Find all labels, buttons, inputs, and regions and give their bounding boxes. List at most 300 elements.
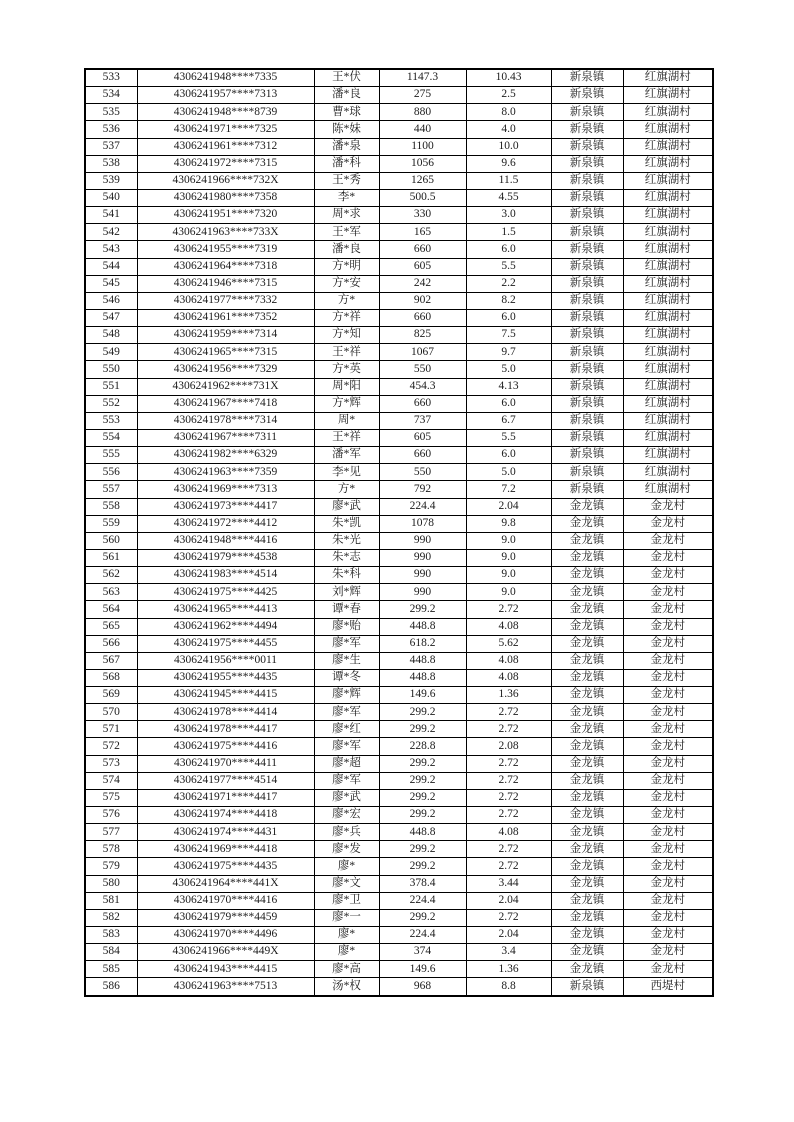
col-amount-cell: 448.8 — [379, 618, 466, 635]
col-area-cell: 9.0 — [466, 584, 551, 601]
col-name-cell: 李* — [314, 189, 379, 206]
col-town-cell: 金龙镇 — [551, 738, 623, 755]
col-amount-cell: 448.8 — [379, 652, 466, 669]
table-row — [85, 481, 713, 498]
col-area-cell: 2.08 — [466, 738, 551, 755]
table-row — [85, 961, 713, 978]
col-village-cell: 金龙村 — [623, 567, 713, 584]
table-row — [85, 207, 713, 224]
col-town-cell: 新泉镇 — [551, 258, 623, 275]
col-area-cell: 2.04 — [466, 892, 551, 909]
col-index-cell: 568 — [85, 669, 137, 686]
col-town-cell: 金龙镇 — [551, 961, 623, 978]
col-id-number-cell: 4306241974****4418 — [137, 807, 314, 824]
col-name-cell: 廖* — [314, 927, 379, 944]
col-name-cell: 朱*光 — [314, 532, 379, 549]
col-area-cell: 6.0 — [466, 309, 551, 326]
col-id-number-cell: 4306241970****4496 — [137, 927, 314, 944]
col-index-cell: 569 — [85, 687, 137, 704]
col-town-cell: 新泉镇 — [551, 241, 623, 258]
col-name-cell: 周* — [314, 412, 379, 429]
col-name-cell: 陈*妹 — [314, 121, 379, 138]
col-name-cell: 谭*冬 — [314, 669, 379, 686]
col-town-cell: 新泉镇 — [551, 224, 623, 241]
col-town-cell: 金龙镇 — [551, 875, 623, 892]
col-amount-cell: 299.2 — [379, 807, 466, 824]
col-id-number-cell: 4306241963****7513 — [137, 978, 314, 996]
col-village-cell: 金龙村 — [623, 944, 713, 961]
col-area-cell: 2.04 — [466, 498, 551, 515]
col-village-cell: 金龙村 — [623, 789, 713, 806]
col-id-number-cell: 4306241946****7315 — [137, 275, 314, 292]
col-amount-cell: 1078 — [379, 515, 466, 532]
col-area-cell: 4.08 — [466, 669, 551, 686]
col-town-cell: 新泉镇 — [551, 395, 623, 412]
table-row — [85, 104, 713, 121]
col-id-number-cell: 4306241943****4415 — [137, 961, 314, 978]
col-name-cell: 方*知 — [314, 327, 379, 344]
table-row — [85, 652, 713, 669]
col-amount-cell: 378.4 — [379, 875, 466, 892]
col-village-cell: 红旗湖村 — [623, 361, 713, 378]
col-index-cell: 572 — [85, 738, 137, 755]
col-village-cell: 金龙村 — [623, 532, 713, 549]
col-town-cell: 金龙镇 — [551, 532, 623, 549]
col-id-number-cell: 4306241983****4514 — [137, 567, 314, 584]
table-row — [85, 807, 713, 824]
col-amount-cell: 242 — [379, 275, 466, 292]
col-name-cell: 方*英 — [314, 361, 379, 378]
col-village-cell: 红旗湖村 — [623, 207, 713, 224]
col-index-cell: 539 — [85, 172, 137, 189]
col-name-cell: 方* — [314, 481, 379, 498]
col-name-cell: 廖*发 — [314, 841, 379, 858]
col-id-number-cell: 4306241951****7320 — [137, 207, 314, 224]
col-index-cell: 540 — [85, 189, 137, 206]
col-area-cell: 8.2 — [466, 292, 551, 309]
col-area-cell: 2.72 — [466, 704, 551, 721]
col-village-cell: 金龙村 — [623, 961, 713, 978]
col-amount-cell: 1067 — [379, 344, 466, 361]
col-amount-cell: 792 — [379, 481, 466, 498]
col-id-number-cell: 4306241977****4514 — [137, 772, 314, 789]
col-amount-cell: 299.2 — [379, 841, 466, 858]
col-area-cell: 4.0 — [466, 121, 551, 138]
col-index-cell: 583 — [85, 927, 137, 944]
col-name-cell: 廖*军 — [314, 635, 379, 652]
col-id-number-cell: 4306241972****7315 — [137, 155, 314, 172]
col-id-number-cell: 4306241965****4413 — [137, 601, 314, 618]
col-village-cell: 西堤村 — [623, 978, 713, 996]
table-row — [85, 909, 713, 926]
col-town-cell: 新泉镇 — [551, 155, 623, 172]
col-name-cell: 廖*贻 — [314, 618, 379, 635]
col-id-number-cell: 4306241963****7359 — [137, 464, 314, 481]
col-name-cell: 王*秀 — [314, 172, 379, 189]
col-amount-cell: 224.4 — [379, 927, 466, 944]
col-id-number-cell: 4306241979****4538 — [137, 549, 314, 566]
col-name-cell: 周*阳 — [314, 378, 379, 395]
col-name-cell: 廖*超 — [314, 755, 379, 772]
col-town-cell: 新泉镇 — [551, 87, 623, 104]
col-index-cell: 585 — [85, 961, 137, 978]
col-amount-cell: 299.2 — [379, 789, 466, 806]
col-index-cell: 541 — [85, 207, 137, 224]
col-area-cell: 3.4 — [466, 944, 551, 961]
col-id-number-cell: 4306241965****7315 — [137, 344, 314, 361]
col-index-cell: 584 — [85, 944, 137, 961]
col-id-number-cell: 4306241945****4415 — [137, 687, 314, 704]
table-row — [85, 875, 713, 892]
col-index-cell: 556 — [85, 464, 137, 481]
col-id-number-cell: 4306241948****7335 — [137, 69, 314, 87]
col-area-cell: 10.0 — [466, 138, 551, 155]
col-id-number-cell: 4306241966****732X — [137, 172, 314, 189]
col-village-cell: 红旗湖村 — [623, 87, 713, 104]
col-index-cell: 550 — [85, 361, 137, 378]
col-town-cell: 新泉镇 — [551, 275, 623, 292]
col-index-cell: 538 — [85, 155, 137, 172]
col-index-cell: 573 — [85, 755, 137, 772]
col-name-cell: 潘*良 — [314, 241, 379, 258]
table-row — [85, 69, 713, 87]
col-area-cell: 6.0 — [466, 241, 551, 258]
col-name-cell: 廖*宏 — [314, 807, 379, 824]
col-name-cell: 廖*一 — [314, 909, 379, 926]
col-index-cell: 534 — [85, 87, 137, 104]
col-town-cell: 金龙镇 — [551, 601, 623, 618]
col-area-cell: 3.0 — [466, 207, 551, 224]
table-row — [85, 927, 713, 944]
col-town-cell: 金龙镇 — [551, 944, 623, 961]
col-town-cell: 金龙镇 — [551, 515, 623, 532]
col-index-cell: 570 — [85, 704, 137, 721]
col-id-number-cell: 4306241980****7358 — [137, 189, 314, 206]
table-row — [85, 841, 713, 858]
col-village-cell: 红旗湖村 — [623, 464, 713, 481]
col-village-cell: 红旗湖村 — [623, 104, 713, 121]
col-area-cell: 2.72 — [466, 772, 551, 789]
records-table — [84, 68, 714, 997]
col-amount-cell: 1100 — [379, 138, 466, 155]
col-index-cell: 537 — [85, 138, 137, 155]
col-name-cell: 朱*科 — [314, 567, 379, 584]
col-area-cell: 6.0 — [466, 395, 551, 412]
col-town-cell: 金龙镇 — [551, 687, 623, 704]
col-amount-cell: 299.2 — [379, 721, 466, 738]
col-id-number-cell: 4306241978****4417 — [137, 721, 314, 738]
col-id-number-cell: 4306241975****4416 — [137, 738, 314, 755]
col-index-cell: 545 — [85, 275, 137, 292]
col-id-number-cell: 4306241970****4411 — [137, 755, 314, 772]
col-town-cell: 金龙镇 — [551, 824, 623, 841]
col-name-cell: 方*辉 — [314, 395, 379, 412]
col-name-cell: 廖*武 — [314, 498, 379, 515]
col-area-cell: 9.8 — [466, 515, 551, 532]
col-name-cell: 潘*泉 — [314, 138, 379, 155]
col-index-cell: 564 — [85, 601, 137, 618]
col-town-cell: 新泉镇 — [551, 344, 623, 361]
col-village-cell: 红旗湖村 — [623, 258, 713, 275]
col-id-number-cell: 4306241966****449X — [137, 944, 314, 961]
col-index-cell: 553 — [85, 412, 137, 429]
table-row — [85, 241, 713, 258]
col-town-cell: 金龙镇 — [551, 789, 623, 806]
col-name-cell: 廖*生 — [314, 652, 379, 669]
col-id-number-cell: 4306241967****7311 — [137, 429, 314, 446]
col-town-cell: 新泉镇 — [551, 292, 623, 309]
col-name-cell: 朱*凯 — [314, 515, 379, 532]
col-area-cell: 9.7 — [466, 344, 551, 361]
col-area-cell: 5.0 — [466, 464, 551, 481]
col-town-cell: 新泉镇 — [551, 361, 623, 378]
col-index-cell: 560 — [85, 532, 137, 549]
table-row — [85, 567, 713, 584]
col-town-cell: 新泉镇 — [551, 412, 623, 429]
col-area-cell: 2.2 — [466, 275, 551, 292]
col-village-cell: 红旗湖村 — [623, 189, 713, 206]
col-village-cell: 红旗湖村 — [623, 344, 713, 361]
col-id-number-cell: 4306241969****7313 — [137, 481, 314, 498]
col-amount-cell: 330 — [379, 207, 466, 224]
col-index-cell: 578 — [85, 841, 137, 858]
col-id-number-cell: 4306241963****733X — [137, 224, 314, 241]
col-amount-cell: 224.4 — [379, 892, 466, 909]
col-village-cell: 金龙村 — [623, 738, 713, 755]
col-amount-cell: 454.3 — [379, 378, 466, 395]
col-amount-cell: 448.8 — [379, 824, 466, 841]
col-town-cell: 金龙镇 — [551, 755, 623, 772]
col-amount-cell: 299.2 — [379, 601, 466, 618]
table-row — [85, 789, 713, 806]
table-row — [85, 155, 713, 172]
col-town-cell: 金龙镇 — [551, 858, 623, 875]
col-name-cell: 潘*科 — [314, 155, 379, 172]
col-id-number-cell: 4306241948****4416 — [137, 532, 314, 549]
col-id-number-cell: 4306241955****7319 — [137, 241, 314, 258]
col-amount-cell: 440 — [379, 121, 466, 138]
col-village-cell: 金龙村 — [623, 721, 713, 738]
col-id-number-cell: 4306241957****7313 — [137, 87, 314, 104]
table-row — [85, 309, 713, 326]
col-area-cell: 4.55 — [466, 189, 551, 206]
col-index-cell: 577 — [85, 824, 137, 841]
col-village-cell: 红旗湖村 — [623, 121, 713, 138]
col-name-cell: 廖*高 — [314, 961, 379, 978]
col-area-cell: 2.5 — [466, 87, 551, 104]
col-id-number-cell: 4306241969****4418 — [137, 841, 314, 858]
table-row — [85, 532, 713, 549]
col-id-number-cell: 4306241971****7325 — [137, 121, 314, 138]
col-id-number-cell: 4306241948****8739 — [137, 104, 314, 121]
col-village-cell: 红旗湖村 — [623, 138, 713, 155]
col-area-cell: 8.8 — [466, 978, 551, 996]
col-index-cell: 552 — [85, 395, 137, 412]
table-row — [85, 601, 713, 618]
col-area-cell: 6.7 — [466, 412, 551, 429]
col-village-cell: 红旗湖村 — [623, 327, 713, 344]
col-village-cell: 红旗湖村 — [623, 429, 713, 446]
col-town-cell: 金龙镇 — [551, 807, 623, 824]
table-row — [85, 275, 713, 292]
table-row — [85, 361, 713, 378]
col-id-number-cell: 4306241971****4417 — [137, 789, 314, 806]
col-amount-cell: 825 — [379, 327, 466, 344]
col-village-cell: 金龙村 — [623, 704, 713, 721]
col-id-number-cell: 4306241962****731X — [137, 378, 314, 395]
col-name-cell: 廖*卫 — [314, 892, 379, 909]
col-amount-cell: 605 — [379, 429, 466, 446]
col-town-cell: 新泉镇 — [551, 481, 623, 498]
table-row — [85, 687, 713, 704]
col-name-cell: 朱*志 — [314, 549, 379, 566]
col-index-cell: 546 — [85, 292, 137, 309]
col-index-cell: 543 — [85, 241, 137, 258]
col-amount-cell: 660 — [379, 395, 466, 412]
col-amount-cell: 990 — [379, 532, 466, 549]
col-area-cell: 4.08 — [466, 618, 551, 635]
col-index-cell: 582 — [85, 909, 137, 926]
col-town-cell: 新泉镇 — [551, 207, 623, 224]
col-village-cell: 金龙村 — [623, 927, 713, 944]
table-row — [85, 892, 713, 909]
col-name-cell: 刘*辉 — [314, 584, 379, 601]
col-town-cell: 新泉镇 — [551, 138, 623, 155]
col-name-cell: 王*军 — [314, 224, 379, 241]
col-area-cell: 9.0 — [466, 549, 551, 566]
col-village-cell: 红旗湖村 — [623, 224, 713, 241]
col-area-cell: 5.5 — [466, 429, 551, 446]
col-amount-cell: 880 — [379, 104, 466, 121]
col-id-number-cell: 4306241970****4416 — [137, 892, 314, 909]
col-name-cell: 廖* — [314, 858, 379, 875]
col-amount-cell: 660 — [379, 447, 466, 464]
col-village-cell: 金龙村 — [623, 687, 713, 704]
col-village-cell: 金龙村 — [623, 858, 713, 875]
col-area-cell: 9.0 — [466, 532, 551, 549]
col-town-cell: 金龙镇 — [551, 652, 623, 669]
col-area-cell: 10.43 — [466, 69, 551, 87]
col-town-cell: 新泉镇 — [551, 121, 623, 138]
col-town-cell: 金龙镇 — [551, 635, 623, 652]
col-index-cell: 558 — [85, 498, 137, 515]
col-index-cell: 554 — [85, 429, 137, 446]
col-area-cell: 9.6 — [466, 155, 551, 172]
col-id-number-cell: 4306241974****4431 — [137, 824, 314, 841]
col-village-cell: 红旗湖村 — [623, 275, 713, 292]
col-id-number-cell: 4306241975****4435 — [137, 858, 314, 875]
col-index-cell: 562 — [85, 567, 137, 584]
table-row — [85, 447, 713, 464]
col-name-cell: 周*求 — [314, 207, 379, 224]
col-index-cell: 574 — [85, 772, 137, 789]
col-name-cell: 廖*武 — [314, 789, 379, 806]
col-area-cell: 2.72 — [466, 755, 551, 772]
col-amount-cell: 550 — [379, 464, 466, 481]
col-amount-cell: 149.6 — [379, 961, 466, 978]
col-town-cell: 金龙镇 — [551, 841, 623, 858]
col-village-cell: 金龙村 — [623, 772, 713, 789]
col-name-cell: 曹*球 — [314, 104, 379, 121]
col-id-number-cell: 4306241975****4455 — [137, 635, 314, 652]
col-amount-cell: 228.8 — [379, 738, 466, 755]
col-name-cell: 廖*军 — [314, 738, 379, 755]
col-town-cell: 新泉镇 — [551, 327, 623, 344]
col-amount-cell: 990 — [379, 567, 466, 584]
col-village-cell: 金龙村 — [623, 892, 713, 909]
table-row — [85, 344, 713, 361]
col-amount-cell: 660 — [379, 309, 466, 326]
col-village-cell: 金龙村 — [623, 841, 713, 858]
col-index-cell: 559 — [85, 515, 137, 532]
col-name-cell: 潘*军 — [314, 447, 379, 464]
col-town-cell: 新泉镇 — [551, 464, 623, 481]
col-amount-cell: 224.4 — [379, 498, 466, 515]
col-amount-cell: 1147.3 — [379, 69, 466, 87]
col-area-cell: 2.72 — [466, 807, 551, 824]
col-amount-cell: 605 — [379, 258, 466, 275]
col-town-cell: 新泉镇 — [551, 189, 623, 206]
col-amount-cell: 299.2 — [379, 772, 466, 789]
col-village-cell: 金龙村 — [623, 618, 713, 635]
col-village-cell: 金龙村 — [623, 498, 713, 515]
col-index-cell: 557 — [85, 481, 137, 498]
col-name-cell: 廖*军 — [314, 704, 379, 721]
col-village-cell: 金龙村 — [623, 669, 713, 686]
col-id-number-cell: 4306241978****4414 — [137, 704, 314, 721]
col-village-cell: 红旗湖村 — [623, 395, 713, 412]
col-id-number-cell: 4306241979****4459 — [137, 909, 314, 926]
table-row — [85, 858, 713, 875]
col-village-cell: 红旗湖村 — [623, 309, 713, 326]
col-index-cell: 544 — [85, 258, 137, 275]
col-town-cell: 金龙镇 — [551, 721, 623, 738]
col-index-cell: 566 — [85, 635, 137, 652]
col-village-cell: 红旗湖村 — [623, 481, 713, 498]
col-town-cell: 新泉镇 — [551, 104, 623, 121]
col-amount-cell: 299.2 — [379, 704, 466, 721]
col-name-cell: 王*祥 — [314, 429, 379, 446]
col-amount-cell: 299.2 — [379, 858, 466, 875]
col-town-cell: 金龙镇 — [551, 618, 623, 635]
col-name-cell: 方* — [314, 292, 379, 309]
table-row — [85, 944, 713, 961]
col-area-cell: 5.62 — [466, 635, 551, 652]
col-name-cell: 廖*兵 — [314, 824, 379, 841]
col-index-cell: 547 — [85, 309, 137, 326]
table-row — [85, 258, 713, 275]
col-id-number-cell: 4306241961****7312 — [137, 138, 314, 155]
col-id-number-cell: 4306241973****4417 — [137, 498, 314, 515]
col-town-cell: 新泉镇 — [551, 429, 623, 446]
table-row — [85, 189, 713, 206]
col-name-cell: 廖* — [314, 944, 379, 961]
table-row — [85, 515, 713, 532]
table-row — [85, 412, 713, 429]
col-amount-cell: 1056 — [379, 155, 466, 172]
table-row — [85, 721, 713, 738]
col-id-number-cell: 4306241955****4435 — [137, 669, 314, 686]
col-town-cell: 金龙镇 — [551, 772, 623, 789]
col-index-cell: 548 — [85, 327, 137, 344]
col-area-cell: 4.08 — [466, 652, 551, 669]
col-amount-cell: 1265 — [379, 172, 466, 189]
table-row — [85, 224, 713, 241]
col-index-cell: 561 — [85, 549, 137, 566]
col-area-cell: 8.0 — [466, 104, 551, 121]
col-index-cell: 580 — [85, 875, 137, 892]
col-index-cell: 571 — [85, 721, 137, 738]
